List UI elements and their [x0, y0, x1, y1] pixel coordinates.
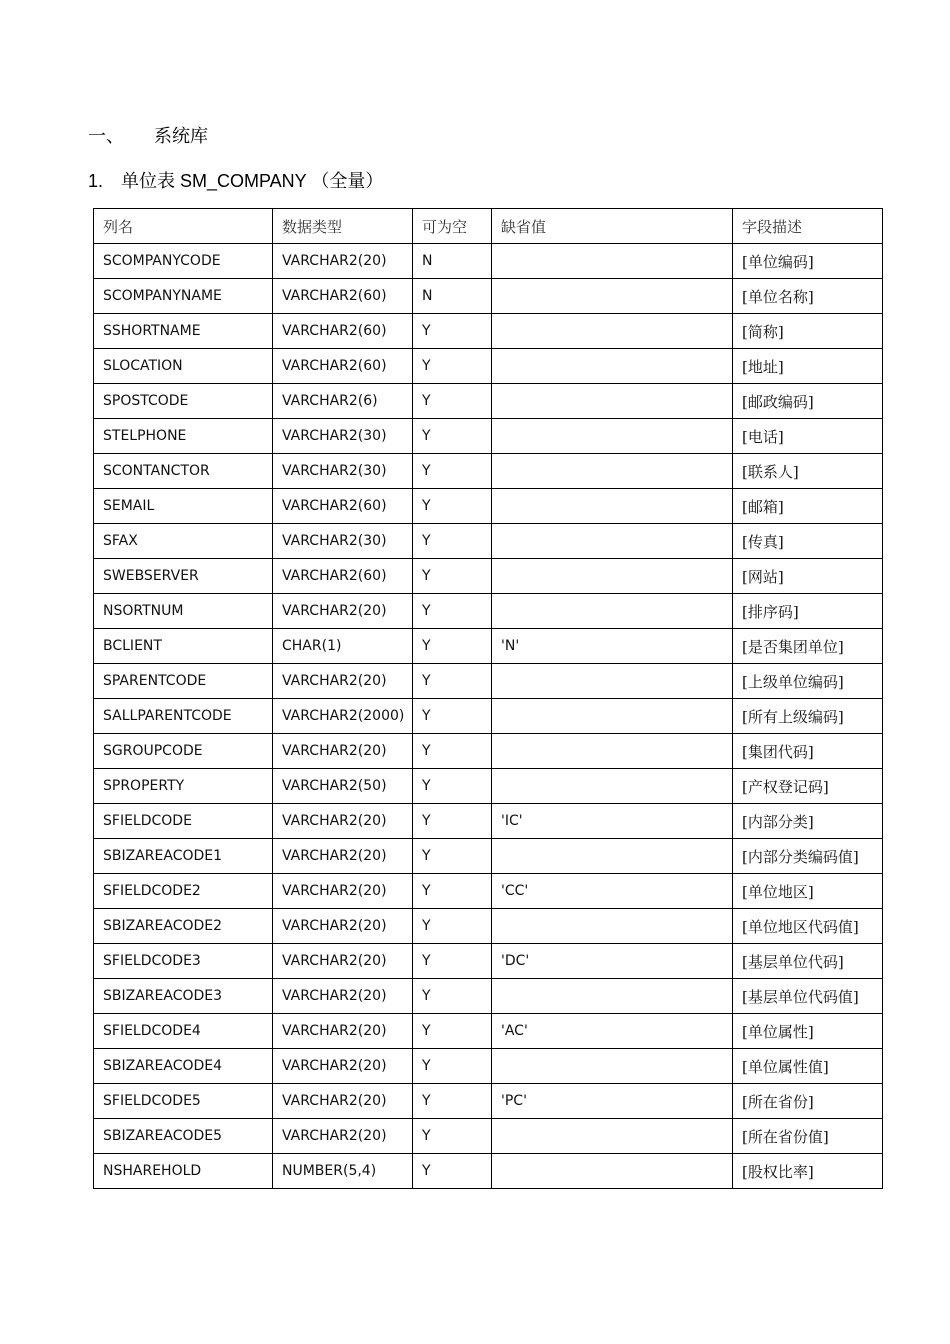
cell-data-type: VARCHAR2(60) [273, 489, 413, 524]
cell-nullable: Y [413, 664, 492, 699]
table-row [94, 1014, 883, 1049]
table-row [94, 419, 883, 454]
cell-data-type: VARCHAR2(30) [273, 454, 413, 489]
cell-column-name: SALLPARENTCODE [94, 699, 273, 734]
cell-data-type: CHAR(1) [273, 629, 413, 664]
cell-nullable: Y [413, 769, 492, 804]
cell-data-type: VARCHAR2(60) [273, 559, 413, 594]
header-nullable: 可为空 [413, 209, 492, 244]
cell-data-type: VARCHAR2(2000) [273, 699, 413, 734]
table-row [94, 559, 883, 594]
cell-nullable: Y [413, 909, 492, 944]
section-title: 单位表 SM_COMPANY （全量） [121, 171, 384, 191]
cell-default-value: 'CC' [492, 874, 733, 909]
table-row [94, 1049, 883, 1084]
cell-description: [单位属性] [733, 1014, 883, 1049]
cell-data-type: VARCHAR2(20) [273, 979, 413, 1014]
cell-nullable: Y [413, 979, 492, 1014]
cell-data-type: VARCHAR2(20) [273, 664, 413, 699]
cell-nullable: N [413, 244, 492, 279]
cell-nullable: Y [413, 349, 492, 384]
cell-column-name: SWEBSERVER [94, 559, 273, 594]
cell-description: [产权登记码] [733, 769, 883, 804]
cell-description: [电话] [733, 419, 883, 454]
cell-data-type: VARCHAR2(30) [273, 524, 413, 559]
cell-default-value [492, 454, 733, 489]
cell-column-name: SBIZAREACODE2 [94, 909, 273, 944]
cell-data-type: VARCHAR2(20) [273, 1049, 413, 1084]
cell-data-type: VARCHAR2(20) [273, 244, 413, 279]
cell-nullable: Y [413, 1014, 492, 1049]
cell-description: [上级单位编码] [733, 664, 883, 699]
table-row [94, 384, 883, 419]
cell-data-type: VARCHAR2(60) [273, 279, 413, 314]
table-row [94, 664, 883, 699]
table-row [94, 594, 883, 629]
chapter-number: 一、 [88, 126, 124, 146]
cell-nullable: Y [413, 629, 492, 664]
cell-column-name: SBIZAREACODE1 [94, 839, 273, 874]
cell-default-value [492, 489, 733, 524]
cell-description: [是否集团单位] [733, 629, 883, 664]
cell-default-value [492, 1154, 733, 1189]
cell-default-value [492, 279, 733, 314]
table-row [94, 454, 883, 489]
table-row [94, 1154, 883, 1189]
cell-column-name: NSORTNUM [94, 594, 273, 629]
cell-default-value: 'N' [492, 629, 733, 664]
cell-column-name: SPOSTCODE [94, 384, 273, 419]
cell-data-type: VARCHAR2(20) [273, 804, 413, 839]
section-heading [88, 169, 383, 193]
cell-column-name: SBIZAREACODE4 [94, 1049, 273, 1084]
cell-column-name: SFAX [94, 524, 273, 559]
table-row [94, 804, 883, 839]
header-description: 字段描述 [733, 209, 883, 244]
cell-description: [邮政编码] [733, 384, 883, 419]
cell-data-type: VARCHAR2(20) [273, 734, 413, 769]
cell-nullable: Y [413, 699, 492, 734]
cell-default-value [492, 559, 733, 594]
cell-description: [基层单位代码值] [733, 979, 883, 1014]
cell-data-type: VARCHAR2(60) [273, 349, 413, 384]
cell-default-value [492, 419, 733, 454]
cell-data-type: VARCHAR2(20) [273, 944, 413, 979]
cell-default-value [492, 594, 733, 629]
cell-default-value [492, 979, 733, 1014]
cell-description: [股权比率] [733, 1154, 883, 1189]
cell-column-name: SBIZAREACODE5 [94, 1119, 273, 1154]
table-header-row [94, 209, 883, 244]
cell-description: [所在省份值] [733, 1119, 883, 1154]
cell-description: [内部分类编码值] [733, 839, 883, 874]
field-table [93, 208, 883, 1189]
cell-data-type: VARCHAR2(20) [273, 1119, 413, 1154]
cell-description: [联系人] [733, 454, 883, 489]
chapter-heading [88, 124, 208, 148]
cell-nullable: Y [413, 314, 492, 349]
cell-data-type: VARCHAR2(20) [273, 874, 413, 909]
cell-default-value: 'DC' [492, 944, 733, 979]
cell-data-type: VARCHAR2(20) [273, 909, 413, 944]
cell-description: [单位地区代码值] [733, 909, 883, 944]
table-row [94, 699, 883, 734]
cell-nullable: Y [413, 874, 492, 909]
cell-column-name: SFIELDCODE3 [94, 944, 273, 979]
cell-description: [所在省份] [733, 1084, 883, 1119]
cell-nullable: Y [413, 944, 492, 979]
section-number: 1. [88, 171, 104, 191]
cell-description: [单位编码] [733, 244, 883, 279]
cell-column-name: SCOMPANYNAME [94, 279, 273, 314]
cell-data-type: VARCHAR2(6) [273, 384, 413, 419]
cell-description: [邮箱] [733, 489, 883, 524]
cell-default-value [492, 699, 733, 734]
cell-column-name: SPROPERTY [94, 769, 273, 804]
header-default-value: 缺省值 [492, 209, 733, 244]
cell-column-name: SPARENTCODE [94, 664, 273, 699]
cell-default-value [492, 384, 733, 419]
cell-default-value [492, 349, 733, 384]
cell-nullable: Y [413, 559, 492, 594]
cell-column-name: SFIELDCODE5 [94, 1084, 273, 1119]
cell-nullable: Y [413, 524, 492, 559]
cell-default-value [492, 524, 733, 559]
table-row [94, 244, 883, 279]
table-row [94, 1119, 883, 1154]
cell-description: [单位名称] [733, 279, 883, 314]
cell-nullable: Y [413, 1084, 492, 1119]
cell-default-value [492, 1049, 733, 1084]
cell-column-name: SFIELDCODE4 [94, 1014, 273, 1049]
cell-nullable: Y [413, 1119, 492, 1154]
table-row [94, 489, 883, 524]
cell-nullable: Y [413, 384, 492, 419]
header-column-name: 列名 [94, 209, 273, 244]
cell-description: [简称] [733, 314, 883, 349]
cell-default-value [492, 664, 733, 699]
cell-description: [基层单位代码] [733, 944, 883, 979]
cell-description: [排序码] [733, 594, 883, 629]
table-row [94, 839, 883, 874]
cell-default-value: 'PC' [492, 1084, 733, 1119]
cell-default-value: 'AC' [492, 1014, 733, 1049]
cell-default-value [492, 244, 733, 279]
cell-column-name: BCLIENT [94, 629, 273, 664]
cell-default-value [492, 734, 733, 769]
cell-data-type: NUMBER(5,4) [273, 1154, 413, 1189]
cell-column-name: SGROUPCODE [94, 734, 273, 769]
table-row [94, 1084, 883, 1119]
cell-description: [单位地区] [733, 874, 883, 909]
cell-nullable: Y [413, 489, 492, 524]
cell-column-name: SFIELDCODE2 [94, 874, 273, 909]
cell-nullable: Y [413, 734, 492, 769]
table-row [94, 734, 883, 769]
cell-column-name: SCOMPANYCODE [94, 244, 273, 279]
table-body [94, 244, 883, 1189]
cell-default-value [492, 1119, 733, 1154]
table-row [94, 979, 883, 1014]
cell-description: [所有上级编码] [733, 699, 883, 734]
cell-data-type: VARCHAR2(20) [273, 1084, 413, 1119]
table-row [94, 769, 883, 804]
cell-default-value [492, 314, 733, 349]
cell-column-name: STELPHONE [94, 419, 273, 454]
cell-description: [单位属性值] [733, 1049, 883, 1084]
table-row [94, 314, 883, 349]
cell-nullable: N [413, 279, 492, 314]
header-data-type: 数据类型 [273, 209, 413, 244]
cell-column-name: SFIELDCODE [94, 804, 273, 839]
chapter-title: 系统库 [154, 126, 208, 146]
cell-nullable: Y [413, 419, 492, 454]
table-row [94, 909, 883, 944]
cell-data-type: VARCHAR2(50) [273, 769, 413, 804]
cell-column-name: SCONTANCTOR [94, 454, 273, 489]
cell-nullable: Y [413, 839, 492, 874]
cell-nullable: Y [413, 454, 492, 489]
cell-nullable: Y [413, 1154, 492, 1189]
cell-description: [网站] [733, 559, 883, 594]
cell-nullable: Y [413, 1049, 492, 1084]
table-row [94, 944, 883, 979]
table-row [94, 874, 883, 909]
cell-description: [传真] [733, 524, 883, 559]
cell-description: [集团代码] [733, 734, 883, 769]
cell-default-value: 'IC' [492, 804, 733, 839]
table-row [94, 279, 883, 314]
cell-data-type: VARCHAR2(20) [273, 1014, 413, 1049]
cell-description: [地址] [733, 349, 883, 384]
cell-default-value [492, 839, 733, 874]
cell-column-name: SSHORTNAME [94, 314, 273, 349]
table-row [94, 524, 883, 559]
cell-default-value [492, 909, 733, 944]
cell-data-type: VARCHAR2(20) [273, 839, 413, 874]
cell-column-name: SBIZAREACODE3 [94, 979, 273, 1014]
table-row [94, 349, 883, 384]
cell-column-name: SLOCATION [94, 349, 273, 384]
cell-data-type: VARCHAR2(60) [273, 314, 413, 349]
cell-data-type: VARCHAR2(20) [273, 594, 413, 629]
cell-column-name: SEMAIL [94, 489, 273, 524]
cell-column-name: NSHAREHOLD [94, 1154, 273, 1189]
cell-data-type: VARCHAR2(30) [273, 419, 413, 454]
cell-description: [内部分类] [733, 804, 883, 839]
cell-default-value [492, 769, 733, 804]
table-row [94, 629, 883, 664]
cell-nullable: Y [413, 804, 492, 839]
cell-nullable: Y [413, 594, 492, 629]
